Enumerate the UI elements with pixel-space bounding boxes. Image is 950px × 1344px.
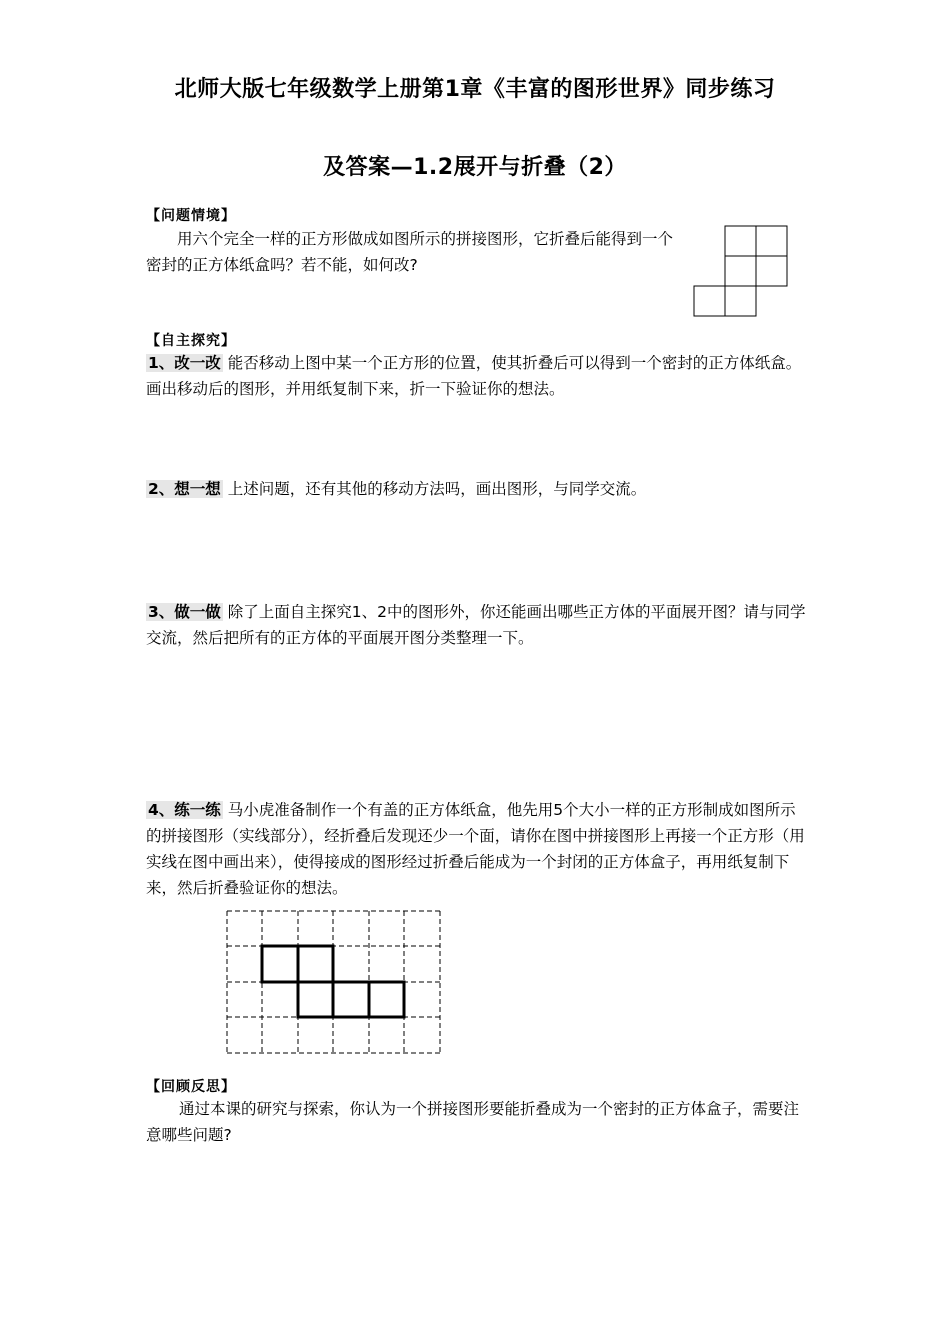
net-square	[756, 226, 787, 256]
section-heading-problem-context: 【问题情境】	[146, 208, 236, 224]
page-title-line-1: 北师大版七年级数学上册第1章《丰富的图形世界》同步练习	[174, 77, 776, 102]
question-4-label: 4、练一练	[148, 801, 221, 819]
net-square	[725, 226, 756, 256]
six-square-net-figure	[690, 222, 794, 320]
net-square	[333, 982, 369, 1017]
question-3-text: 除了上面自主探究1、2中的图形外，你还能画出哪些正方体的平面展开图？请与同学交流，然后把所有的正方体的平面展开图分类整理一下。	[146, 603, 806, 647]
question-1-text: 能否移动上图中某一个正方形的位置，使其折叠后可以得到一个密封的正方体纸盒。画出移动后的图形，并用纸复制下来，折一下验证你的想法。	[146, 354, 802, 398]
page-title-line-2: 及答案—1.2展开与折叠（2）	[323, 155, 627, 180]
question-4-text: 马小虎准备制作一个有盖的正方体纸盒，他先用5个大小一样的正方形制成如图所示的拼接图形（实线部分），经折叠后发现还少一个面，请你在图中拼接图形上再接一个正方形（用实线在图中画出来），使得接成的图形经过折叠后能成为一个封闭的正方体盒子，再用纸复制下来，然后折叠验证你的想法。	[146, 801, 805, 897]
net-square	[756, 256, 787, 286]
question-1	[146, 350, 811, 402]
question-2-text: 上述问题，还有其他的移动方法吗，画出图形，与同学交流。	[227, 480, 647, 498]
net-square	[725, 256, 756, 286]
net-square	[369, 982, 404, 1017]
question-3-label: 3、做一做	[148, 603, 221, 621]
net-square	[694, 286, 725, 316]
question-3	[146, 599, 811, 651]
problem-context-text: 用六个完全一样的正方形做成如图所示的拼接图形，它折叠后能得到一个密封的正方体纸盒吗？若不能，如何改?	[146, 230, 674, 274]
five-square-net	[262, 946, 404, 1017]
net-square	[298, 946, 333, 982]
net-square	[298, 982, 333, 1017]
question-2-label: 2、想一想	[148, 480, 221, 498]
question-4	[146, 797, 811, 901]
net-square	[725, 286, 756, 316]
question-2	[146, 476, 811, 502]
reflection-text: 通过本课的研究与探索，你认为一个拼接图形要能折叠成为一个密封的正方体盒子，需要注意哪些问题?	[146, 1100, 800, 1144]
section-heading-reflection: 【回顾反思】	[146, 1079, 236, 1095]
question-1-label: 1、改一改	[148, 354, 221, 372]
net-square	[262, 946, 298, 982]
section-heading-explore: 【自主探究】	[146, 333, 236, 349]
dashed-grid-net-figure	[222, 906, 446, 1058]
